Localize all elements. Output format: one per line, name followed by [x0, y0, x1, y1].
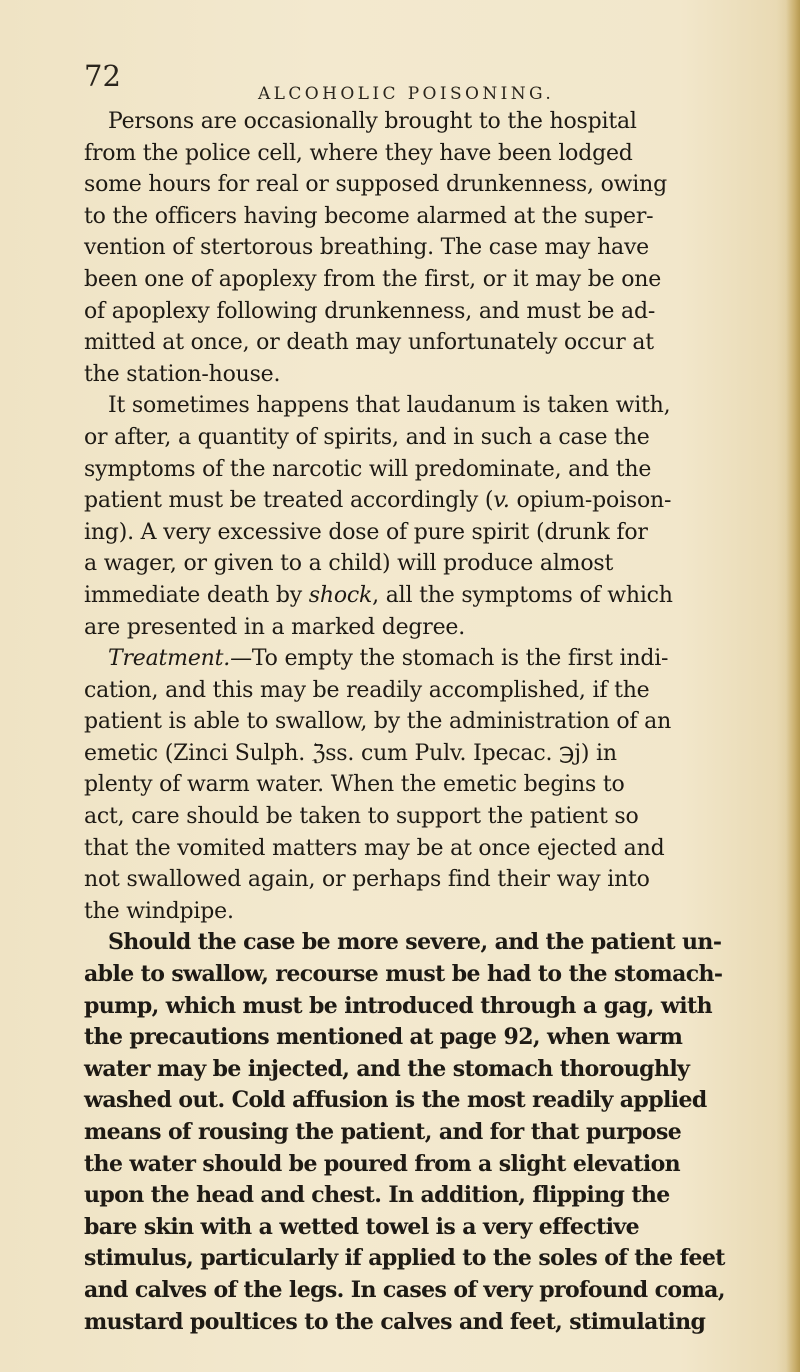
text-line: [84, 517, 764, 549]
text-line: patient is able to swallow, by the administration of an: [84, 709, 672, 735]
text-line: mustard poultices to the calves and feet, stimulating: [84, 1308, 706, 1335]
text-line: the windpipe.: [84, 898, 234, 924]
text-line: upon the head and chest. In addition, flipping the: [84, 1182, 670, 1209]
text-line: the precautions mentioned at page 92, when warm: [84, 1024, 683, 1051]
text-line: some hours for real or supposed drunkenness, owing: [84, 172, 667, 198]
text-span: patient must be treated accordingly (: [84, 488, 494, 514]
text-line: pump, which must be introduced through a gag, with: [84, 992, 712, 1019]
text-line: of apoplexy following drunkenness, and must be ad-: [84, 298, 656, 324]
text-span: , all the symptoms of which: [372, 582, 673, 608]
text-line: that the vomited matters may be at once ejected and: [84, 835, 665, 861]
text-span: A very excessive dose of pure spirit (drunk for: [140, 519, 648, 545]
italic-term: shock: [308, 582, 373, 608]
text-span: opium-poison-: [509, 488, 672, 514]
text-span: immediate death by: [84, 582, 309, 608]
text-line: It sometimes happens that laudanum is taken with,: [108, 393, 671, 419]
text-line: vention of stertorous breathing. The case may have: [84, 235, 649, 261]
text-line: and calves of the legs. In cases of very profound coma,: [84, 1276, 725, 1303]
text-line: the water should be poured from a slight elevation: [84, 1150, 681, 1177]
text-line: means of rousing the patient, and for that purpose: [84, 1119, 682, 1145]
text-line: emetic (Zinci Sulph. ℨss. cum Pulv. Ipecac. ℈j) in: [84, 740, 617, 766]
text-line: symptoms of the narcotic will predominate, and the: [84, 456, 652, 482]
section-heading: Treatment.: [108, 646, 231, 672]
text-line: a wager, or given to a child) will produce almost: [84, 551, 614, 577]
text-line: or after, a quantity of spirits, and in such a case the: [84, 424, 650, 450]
text-line: are presented in a marked degree.: [84, 614, 466, 640]
text-line: from the police cell, where they have been lodged: [84, 140, 633, 166]
text-line: mitted at once, or death may unfortunately occur at: [84, 330, 654, 356]
text-line: to the officers having become alarmed at the super-: [84, 203, 654, 229]
text-line: stimulus, particularly if applied to the soles of the feet: [84, 1245, 725, 1272]
page-number: 72: [84, 59, 121, 93]
text-line: not swallowed again, or perhaps find their way into: [84, 867, 650, 893]
italic-reference: v.: [493, 488, 510, 514]
text-line: cation, and this may be readily accomplished, if the: [84, 677, 650, 703]
text-line: [84, 485, 764, 517]
text-line: bare skin with a wetted towel is a very effective: [84, 1213, 639, 1240]
text-line: water may be injected, and the stomach thoroughly: [84, 1055, 690, 1082]
text-line: able to swallow, recourse must be had to the stomach-: [84, 961, 723, 988]
text-line: [84, 580, 764, 612]
text-line: washed out. Cold affusion is the most readily applied: [84, 1087, 707, 1114]
text-line: been one of apoplexy from the first, or it may be one: [84, 266, 662, 292]
text-line: plenty of warm water. When the emetic begins to: [84, 772, 625, 798]
text-line: Should the case be more severe, and the patient un-: [108, 929, 722, 956]
text-line: Persons are occasionally brought to the hospital: [108, 109, 637, 134]
text-line: act, care should be taken to support the patient so: [84, 804, 639, 830]
text-span: ing).: [84, 519, 134, 545]
body-text: [84, 106, 764, 1338]
page-edge-shadow: [786, 0, 800, 1372]
text-span: —To empty the stomach is the first indi-: [230, 646, 669, 672]
running-head: ALCOHOLIC POISONING.: [258, 84, 555, 104]
text-line: the station-house.: [84, 361, 281, 387]
text-line: [84, 643, 764, 675]
